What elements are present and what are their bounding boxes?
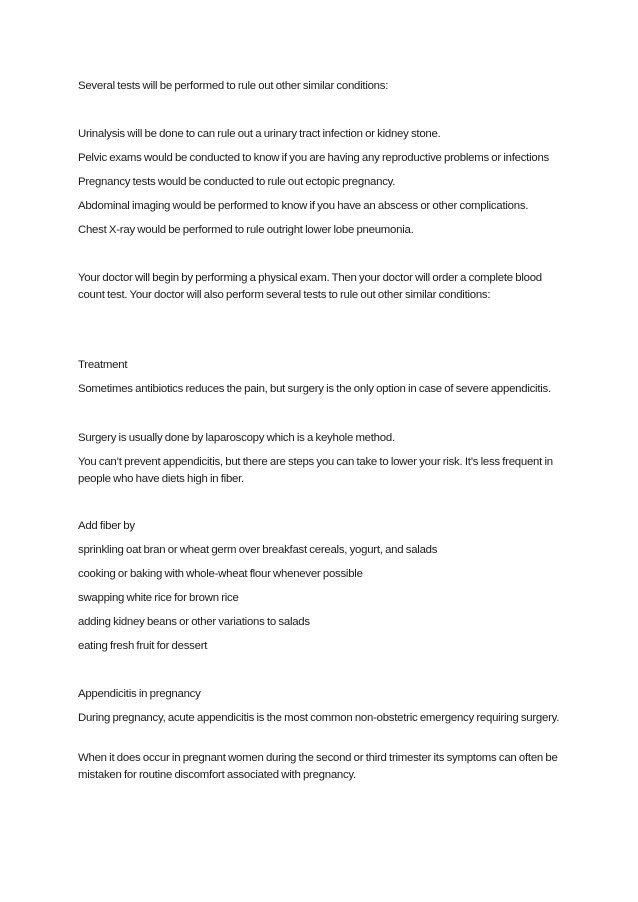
test-item-urinalysis: Urinalysis will be done to can rule out a urinary tract infection or kidney stone.: [78, 128, 441, 140]
pregnancy-heading: Appendicitis in pregnancy: [78, 688, 201, 700]
fiber-item: swapping white rice for brown rice: [78, 592, 239, 604]
pregnancy-paragraph-1: During pregnancy, acute appendicitis is the most common non-obstetric emergency requiring surgery.: [78, 712, 560, 724]
fiber-heading: Add fiber by: [78, 520, 135, 532]
test-item-pelvic-exam: Pelvic exams would be conducted to know if you are having any reproductive problems or infections: [78, 152, 549, 164]
treatment-surgery: Surgery is usually done by laparoscopy which is a keyhole method.: [78, 432, 395, 444]
fiber-item: sprinkling oat bran or wheat germ over breakfast cereals, yogurt, and salads: [78, 544, 438, 556]
fiber-item: cooking or baking with whole-wheat flour whenever possible: [78, 568, 363, 580]
intro-text: Several tests will be performed to rule out other similar conditions:: [78, 80, 389, 92]
pregnancy-paragraph-2: When it does occur in pregnant women during the second or third trimester its symptoms can often be mistaken for routine discomfort associated with pregnancy.: [78, 752, 558, 781]
test-item-abdominal-imaging: Abdominal imaging would be performed to know if you have an abscess or other complications.: [78, 200, 529, 212]
fiber-item: eating fresh fruit for dessert: [78, 640, 208, 652]
test-item-chest-xray: Chest X-ray would be performed to rule outright lower lobe pneumonia.: [78, 224, 414, 236]
treatment-prevention: You can’t prevent appendicitis, but there are steps you can take to lower your risk. It’s less frequent in people who have diets high in fiber.: [78, 456, 553, 485]
treatment-heading: Treatment: [78, 359, 128, 371]
test-item-pregnancy: Pregnancy tests would be conducted to rule out ectopic pregnancy.: [78, 176, 396, 188]
treatment-antibiotics: Sometimes antibiotics reduces the pain, but surgery is the only option in case of severe appendicitis.: [78, 383, 551, 395]
doctor-paragraph: Your doctor will begin by performing a physical exam. Then your doctor will order a complete blood count test. Your doctor will also perform several tests to rule out other similar conditions:: [78, 272, 542, 301]
fiber-item: adding kidney beans or other variations to salads: [78, 616, 310, 628]
